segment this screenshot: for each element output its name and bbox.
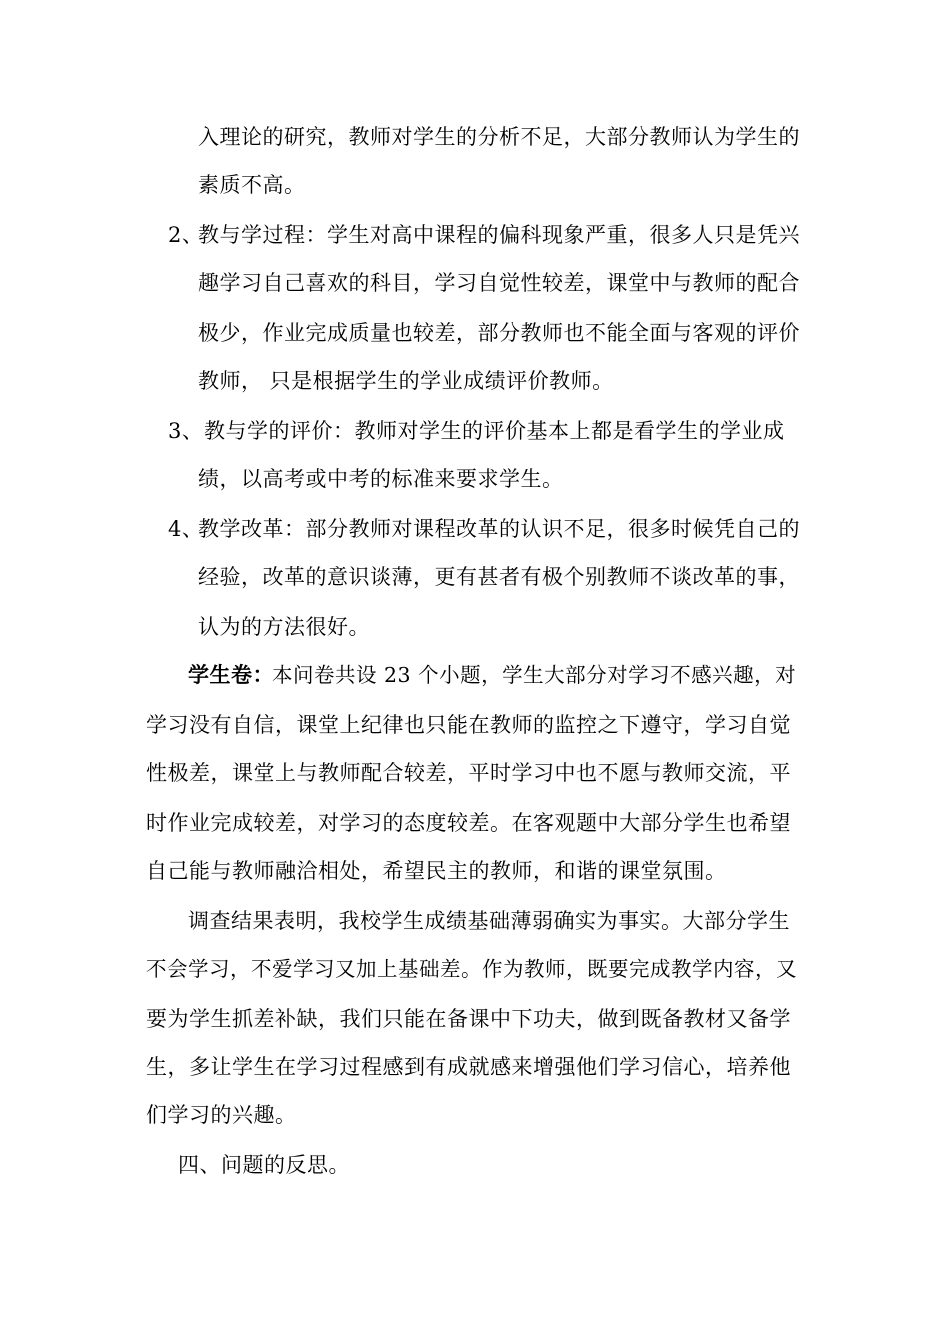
- item1-line-2: 素质不高。: [198, 173, 306, 197]
- item2-number: 2、: [168, 223, 204, 247]
- student-survey-line-5: 自己能与教师融洽相处，希望民主的教师，和谐的课堂氛围。: [146, 859, 727, 883]
- conclusion-line-5: 们学习的兴趣。: [146, 1103, 297, 1127]
- item3-line-2: 绩，以高考或中考的标准来要求学生。: [198, 467, 564, 491]
- conclusion-line-2: 不会学习，不爱学习又加上基础差。作为教师，既要完成教学内容，又: [146, 957, 797, 981]
- item3-number: 3、: [168, 419, 204, 443]
- conclusion-line-1: 调查结果表明，我校学生成绩基础薄弱确实为事实。大部分学生: [188, 909, 790, 933]
- student-survey-label: 学生卷：: [188, 662, 274, 687]
- conclusion-line-3: 要为学生抓差补缺，我们只能在备课中下功夫，做到既备教材又备学: [146, 1007, 791, 1031]
- item2-line-1: 教与学过程：学生对高中课程的偏科现象严重，很多人只是凭兴: [198, 223, 800, 247]
- item4-line-3: 认为的方法很好。: [198, 615, 370, 639]
- conclusion-line-4: 生，多让学生在学习过程感到有成就感来增强他们学习信心，培养他: [146, 1055, 791, 1079]
- section-heading-reflection: 四、问题的反思。: [178, 1153, 350, 1177]
- student-survey-line-4: 时作业完成较差，对学习的态度较差。在客观题中大部分学生也希望: [146, 811, 791, 835]
- student-survey-line-1: 本问卷共设 23 个小题，学生大部分对学习不感兴趣，对: [272, 663, 797, 687]
- item3-line-1: 教与学的评价：教师对学生的评价基本上都是看学生的学业成: [204, 419, 785, 443]
- item4-line-1: 教学改革：部分教师对课程改革的认识不足，很多时候凭自己的: [198, 517, 800, 541]
- student-survey-line-3: 性极差，课堂上与教师配合较差，平时学习中也不愿与教师交流，平: [146, 761, 791, 785]
- item4-number: 4、: [168, 517, 204, 541]
- item1-line-1: 入理论的研究，教师对学生的分析不足，大部分教师认为学生的: [198, 125, 800, 149]
- item2-line-4: 教师， 只是根据学生的学业成绩评价教师。: [198, 369, 614, 393]
- student-survey-line-2: 学习没有自信，课堂上纪律也只能在教师的监控之下遵守，学习自觉: [146, 713, 791, 737]
- item2-line-2: 趣学习自己喜欢的科目，学习自觉性较差，课堂中与教师的配合: [198, 271, 800, 295]
- item2-line-3: 极少，作业完成质量也较差，部分教师也不能全面与客观的评价: [198, 321, 800, 345]
- item4-line-2: 经验，改革的意识谈薄，更有甚者有极个别教师不谈改革的事，: [198, 565, 800, 589]
